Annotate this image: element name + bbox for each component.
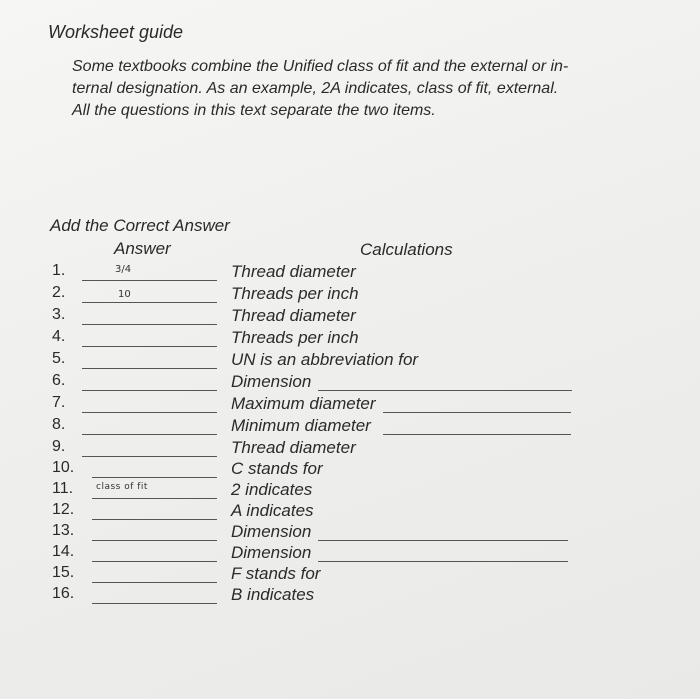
question-number: 10. [52,459,75,476]
answer-blank[interactable] [82,346,217,347]
question-number: 16. [52,585,75,602]
calculation-prompt: UN is an abbreviation for [231,350,419,369]
question-row [0,328,700,349]
note-line: Some textbooks combine the Unified class of fit and the external or in- [72,58,569,75]
question-row [0,372,700,393]
note-line: ternal designation. As an example, 2A indicates, class of fit, external. [72,80,559,97]
question-number: 1. [52,262,66,279]
question-number: 9. [52,438,66,455]
question-row [0,306,700,327]
calculation-prompt: 2 indicates [231,480,313,499]
calculation-prompt: C stands for [231,459,323,478]
answer-blank[interactable] [82,368,217,369]
handwritten-answer: 3/4 [115,264,132,275]
section-heading: Add the Correct Answer [50,216,230,235]
calculation-blank[interactable] [383,434,571,435]
question-row [0,262,700,283]
answer-column-header: Answer [114,239,171,258]
calculation-prompt: Maximum diameter [231,394,376,413]
answer-blank[interactable] [92,540,217,541]
calculation-prompt: Dimension [231,522,312,541]
question-row [0,522,700,543]
calculation-prompt: B indicates [231,585,315,604]
answer-blank[interactable] [92,561,217,562]
question-number: 8. [52,416,66,433]
handwritten-answer: class of fit [96,482,148,492]
question-row [0,350,700,371]
calculation-blank[interactable] [318,540,568,541]
question-number: 6. [52,372,66,389]
question-number: 14. [52,543,75,560]
question-number: 12. [52,501,75,518]
question-number: 4. [52,328,66,345]
question-row [0,438,700,459]
calculations-column-header: Calculations [360,240,453,259]
question-row [0,480,700,501]
calculation-prompt: Dimension [231,543,312,562]
question-row [0,284,700,305]
question-number: 5. [52,350,66,367]
calculation-prompt: Threads per inch [231,284,359,303]
answer-blank[interactable] [92,477,217,478]
calculation-prompt: Minimum diameter [231,416,371,435]
handwritten-answer: 10 [118,289,131,300]
question-row [0,394,700,415]
answer-blank[interactable] [82,280,217,281]
calculation-prompt: Threads per inch [231,328,359,347]
calculation-prompt: Thread diameter [231,306,356,325]
question-number: 7. [52,394,66,411]
answer-blank[interactable] [92,519,217,520]
question-number: 3. [52,306,66,323]
calculation-prompt: Dimension [231,372,312,391]
answer-blank[interactable] [82,434,217,435]
answer-blank[interactable] [82,456,217,457]
calculation-blank[interactable] [318,561,568,562]
answer-blank[interactable] [82,412,217,413]
calculation-prompt: Thread diameter [231,262,356,281]
calculation-prompt: Thread diameter [231,438,356,457]
answer-blank[interactable] [92,498,217,499]
question-number: 15. [52,564,75,581]
question-row [0,585,700,606]
note-line: All the questions in this text separate the two items. [72,102,436,119]
question-number: 2. [52,284,66,301]
question-row [0,416,700,437]
answer-blank[interactable] [82,302,217,303]
answer-blank[interactable] [82,324,217,325]
question-row [0,501,700,522]
question-number: 13. [52,522,75,539]
answer-blank[interactable] [92,603,217,604]
guide-note [72,56,662,122]
calculation-prompt: F stands for [231,564,321,583]
calculation-blank[interactable] [383,412,571,413]
question-row [0,459,700,480]
question-row [0,564,700,585]
answer-blank[interactable] [92,582,217,583]
page-title: Worksheet guide [48,22,184,42]
answer-blank[interactable] [82,390,217,391]
calculation-prompt: A indicates [231,501,314,520]
question-number: 11. [52,480,74,497]
calculation-blank[interactable] [318,390,572,391]
question-row [0,543,700,564]
